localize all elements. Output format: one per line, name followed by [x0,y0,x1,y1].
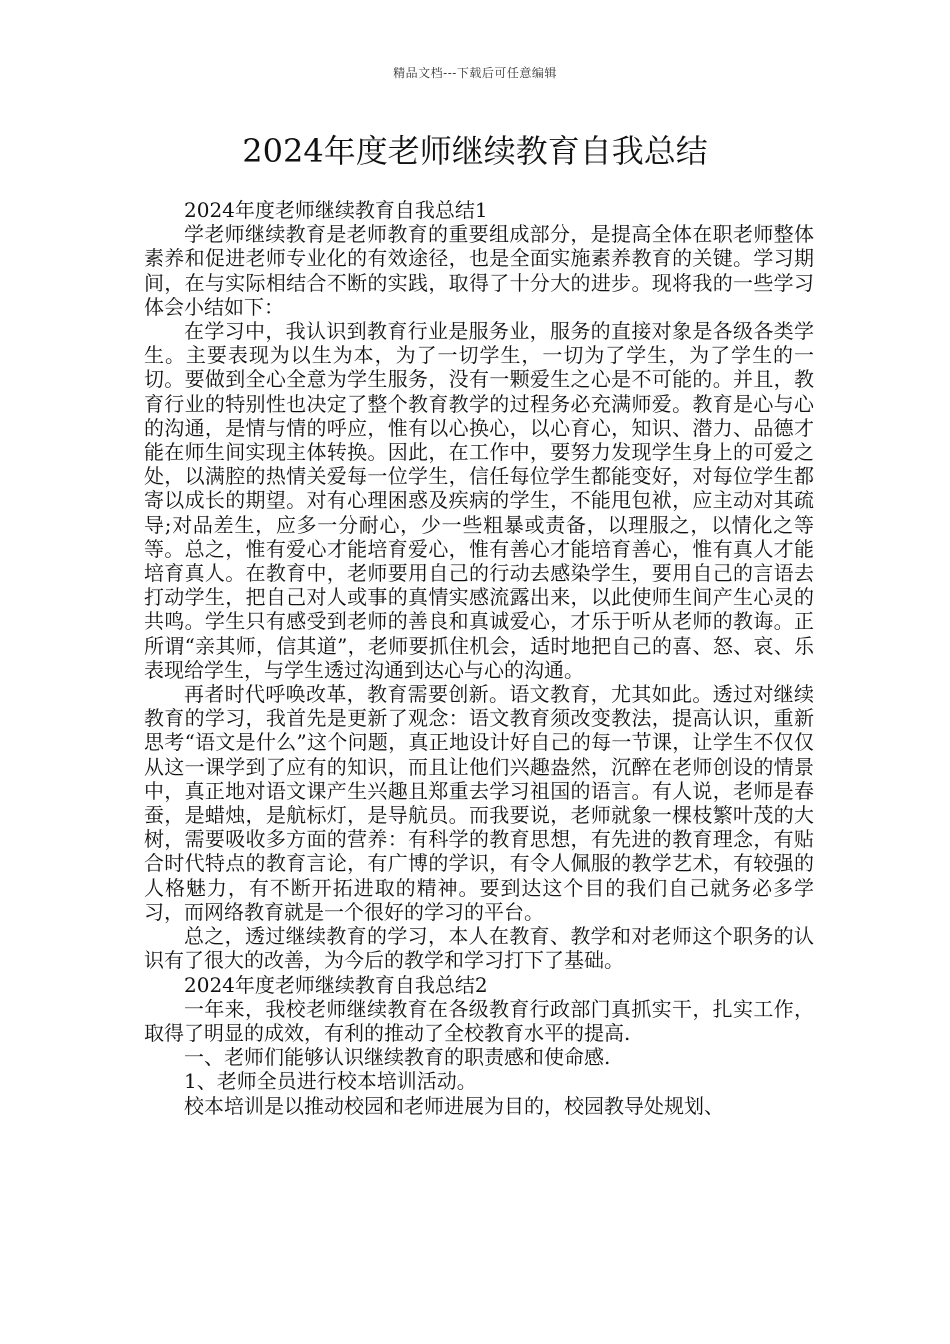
section-heading-2: 2024年度老师继续教育自我总结2 [184,972,488,997]
body-paragraph: 总之，透过继续教育的学习，本人在教育、教学和对老师这个职务的认识有了很大的改善，为今后的教学和学习打下了基础。 [144,924,814,973]
body-paragraph: 在学习中，我认识到教育行业是服务业，服务的直接对象是各级各类学生。主要表现为以生为本，为了一切学生，一切为了学生，为了学生的一切。要做到全心全意为学生服务，没有一颗爱生之心是不可能的。并且，教育行业的特别性也决定了整个教育教学的过程务必充满师爱。教育是心与心的沟通，是情与情的呼应，惟有以心换心，以心育心，知识、潜力、品德才能在师生间实现主体转换。因此，在工作中，要努力发现学生身上的可爱之处，以满腔的热情关爱每一位学生，信任每位学生都能变好，对每位学生都寄以成长的期望。对有心理困惑及疾病的学生，不能甩包袱，应主动对其疏导;对品差生，应多一分耐心，少一些粗暴或责备，以理服之，以情化之等等。总之，惟有爱心才能培育爱心，惟有善心才能培育善心，惟有真人才能培育真人。在教育中，老师要用自己的行动去感染学生，要用自己的言语去打动学生，把自己对人或事的真情实感流露出来，以此使师生间产生心灵的共鸣。学生只有感受到老师的善良和真诚爱心，才乐于听从老师的教诲。正所谓“亲其师，信其道”，老师要抓住机会，适时地把自己的喜、怒、哀、乐表现给学生，与学生透过沟通到达心与心的沟通。 [144,319,814,682]
header-note: 精品文档---下载后可任意编辑 [393,66,557,80]
body-paragraph: 再者时代呼唤改革，教育需要创新。语文教育，尤其如此。透过对继续教育的学习，我首先是更新了观念：语文教育须改变教法，提高认识，重新思考“语文是什么”这个问题，真正地设计好自己的每一节课，让学生不仅仅从这一课学到了应有的知识，而且让他们兴趣盎然，沉醉在老师创设的情景中，真正地对语文课产生兴趣且郑重去学习祖国的语言。有人说，老师是春蚕，是蜡烛，是航标灯，是导航员。而我要说，老师就象一棵枝繁叶茂的大树，需要吸收多方面的营养：有科学的教育思想，有先进的教育理念，有贴合时代特点的教育言论，有广博的学识，有令人佩服的教学艺术，有较强的人格魅力，有不断开拓进取的精神。要到达这个目的我们自己就务必多学习，而网络教育就是一个很好的学习的平台。 [144,682,814,924]
body-paragraph: 1、老师全员进行校本培训活动。 [184,1069,477,1094]
body-paragraph: 学老师继续教育是老师教育的重要组成部分，是提高全体在职老师整体素养和促进老师专业化的有效途径，也是全面实施素养教育的关键。学习期间，在与实际相结合不断的实践，取得了十分大的进步。现将我的一些学习体会小结如下： [144,222,814,319]
section-heading-1: 2024年度老师继续教育自我总结1 [184,198,488,222]
body-paragraph: 一、老师们能够认识继续教育的职责感和使命感. [184,1045,611,1070]
body-paragraph: 一年来，我校老师继续教育在各级教育行政部门真抓实干，扎实工作，取得了明显的成效，有利的推动了全校教育水平的提高. [144,996,814,1045]
body-paragraph: 校本培训是以推动校园和老师进展为目的，校园教导处规划、 [184,1093,724,1118]
document-body [144,198,814,1118]
document-title: 2024年度老师继续教育自我总结 [242,132,708,170]
